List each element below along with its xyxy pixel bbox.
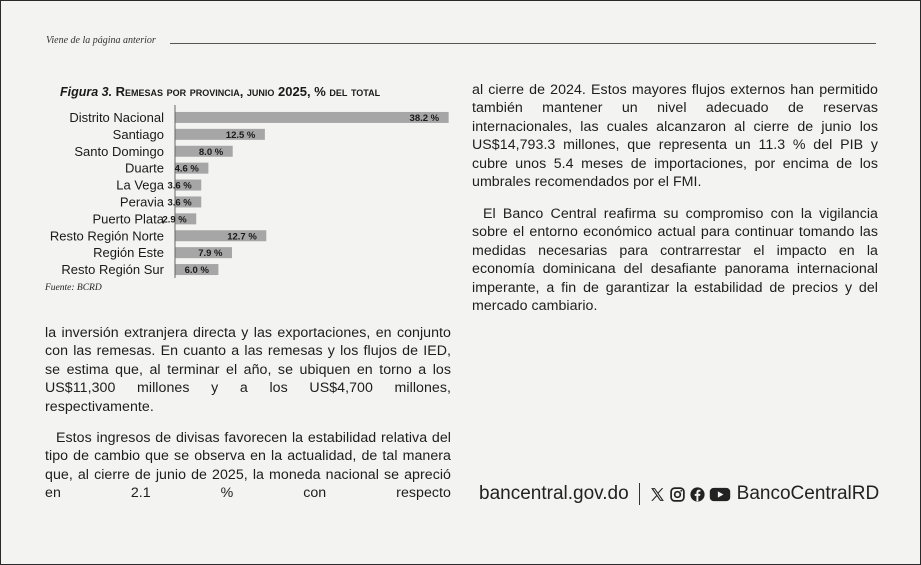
value-label: 2.9 % (162, 214, 187, 226)
figure-label: Figura 3. (60, 85, 113, 99)
category-label: La Vega (116, 177, 164, 193)
value-label: 3.6 % (167, 180, 192, 192)
category-label: Puerto Plata (92, 211, 164, 227)
footer-contact (479, 482, 879, 506)
youtube-icon[interactable] (709, 486, 731, 503)
continuation-header (46, 35, 876, 49)
figure-caption: Remesas por provincia, junio 2025, % del total (115, 84, 381, 99)
figure-title (60, 84, 480, 99)
header-rule (170, 43, 876, 44)
value-label: 12.7 % (227, 231, 257, 243)
category-label: Santo Domingo (74, 143, 164, 159)
website-link[interactable]: bancentral.gov.do (479, 483, 629, 504)
value-label: 3.6 % (167, 197, 192, 209)
paragraph-right-1: al cierre de 2024. Estos mayores flujos externos han permitido también mantener un nivel adecuado de reservas internacionales, las cuales alcanzaron al cierre de junio los US$14,793.3 millones, que representa un 11.3 % del PIB y cubre unos 5.4 meses de importaciones, por encima de los umbrales recomendados por el FMI. (472, 82, 878, 191)
social-icons (649, 486, 731, 503)
category-label: Santiago (112, 126, 164, 142)
facebook-icon[interactable] (689, 486, 706, 503)
footer-divider (639, 483, 640, 505)
remittances-bar-chart (41, 105, 461, 281)
category-label: Peravia (119, 194, 164, 210)
figure-source: Fuente: BCRD (45, 283, 102, 293)
value-label: 7.9 % (198, 248, 223, 260)
paragraph-right-2: El Banco Central reafirma su compromiso con la vigilancia sobre el entorno económico actual para continuar tomando las medidas necesarias para contrarrestar el impacto en la economía dominicana del desafiante panorama internacional imperante, a fin de garantizar la estabilidad de precios y del mercado cambiario. (472, 206, 878, 315)
x-icon[interactable] (649, 486, 666, 503)
value-label: 4.6 % (174, 163, 199, 175)
value-label: 8.0 % (198, 146, 224, 158)
category-label: Resto Región Sur (61, 262, 164, 278)
paragraph-left-1: la inversión extranjera directa y las exportaciones, en conjunto con las remesas. En cuanto a las remesas y los flujos de IED, se estima que, al terminar el año, se ubiquen en torno a los US$11,300 millones y a los US$4,700 millones, respectivamente. (45, 325, 451, 415)
paragraph-left-2: Estos ingresos de divisas favorecen la estabilidad relativa del tipo de cambio que se observa en la actualidad, de tal manera que, al cierre de junio de 2025, la moneda nacional se apreció en 2.1 % con respecto (45, 430, 451, 502)
value-label: 38.2 % (409, 112, 440, 124)
category-label: Región Este (93, 245, 164, 261)
value-label: 6.0 % (184, 265, 209, 277)
category-label: Distrito Nacional (69, 109, 164, 125)
instagram-icon[interactable] (669, 486, 686, 503)
bar (176, 112, 449, 123)
value-label: 12.5 % (225, 129, 256, 141)
category-label: Resto Región Norte (49, 228, 164, 244)
social-handle: BancoCentralRD (736, 483, 880, 504)
category-label: Duarte (124, 160, 164, 176)
continued-label: Viene de la página anterior (46, 35, 156, 46)
